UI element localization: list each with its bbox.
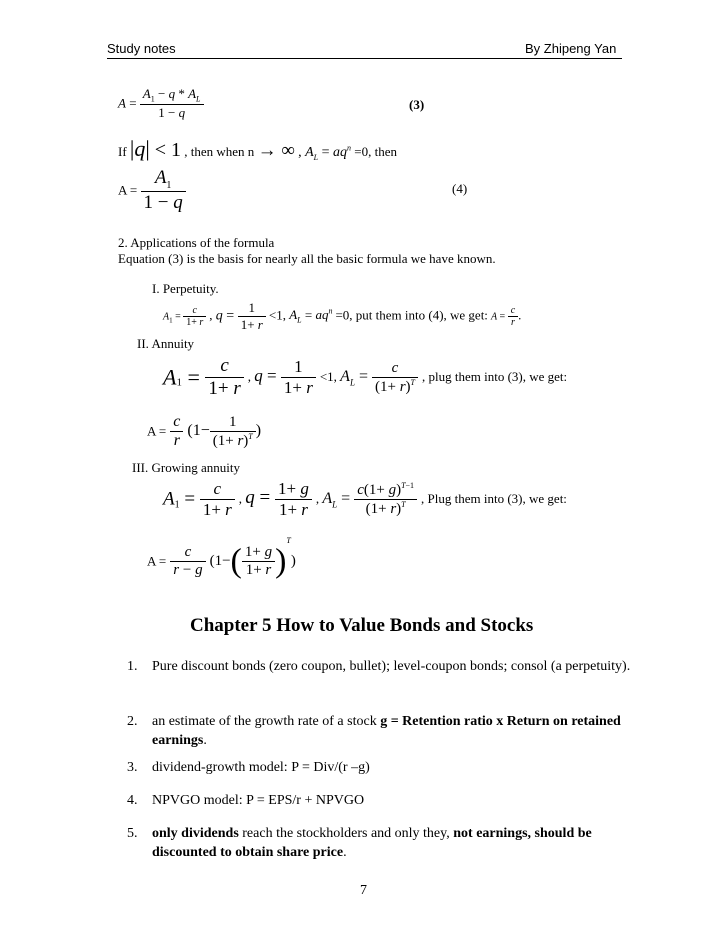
list-number: 2. — [127, 714, 138, 729]
then-when-text: , then when n — [184, 144, 255, 159]
list-text-bold: only dividends — [152, 826, 239, 841]
list-number: 4. — [127, 793, 138, 808]
list-text: NPVGO model: P = EPS/r + NPVGO — [152, 793, 365, 808]
section-2-title: 2. Applications of the formula — [118, 235, 275, 250]
item-annuity: II. Annuity — [137, 336, 195, 351]
list-text: . — [203, 733, 207, 748]
list-item-1 — [127, 657, 647, 697]
header-rule — [107, 58, 622, 59]
list-item-2 — [127, 712, 647, 752]
a-eq-label: A = — [118, 182, 138, 198]
list-number: 5. — [127, 826, 138, 841]
page-number: 7 — [360, 883, 367, 898]
convergence-condition: If |q| < 1 , then when n → ∞ , $A_L = aq^n =0$, then — [118, 136, 397, 162]
list-item-5 — [127, 824, 647, 864]
list-item-3 — [127, 758, 647, 778]
equation-3: A = $\frac{A_1 - q * A_L}{1 - q}$ — [118, 86, 204, 121]
list-text: an estimate of the growth rate of a stock — [152, 714, 381, 729]
chapter-title: Chapter 5 How to Value Bonds and Stocks — [190, 615, 534, 636]
list-number: 3. — [127, 760, 138, 775]
list-item-4 — [127, 791, 647, 811]
perpetuity-formula: $A_1$ = $\frac{c}{1+ r}$ , q = $\frac{1}{1+ r}$ <1, $A_L = aq^n =0$, put them into (4), we get: A = $\frac{c}{r}$ . — [163, 300, 522, 332]
list-text: Pure discount bonds (zero coupon, bullet); level-coupon bonds; consol (a perpetuity). — [152, 659, 631, 674]
equation-4-label: (4) — [452, 181, 468, 196]
annuity-result: A = $\frac{c}{r}$ (1− $\frac{1}{(1+ r)^T}$ ) — [147, 413, 262, 449]
annuity-formula: $A_1$ = $\frac{c}{1+ r}$ , q = $\frac{1}{1+ r}$ <1, $A_L$ = $\frac{c}{(1+ r)^T}$ , plug them into (3), we get: — [163, 355, 568, 399]
growing-a-eq: A = — [147, 553, 167, 569]
list-number: 1. — [127, 659, 138, 674]
section-2-intro: Equation (3) is the basis for nearly all the basic formula we have known. — [118, 251, 496, 266]
arrow-infinity: → ∞ — [257, 140, 295, 161]
list-text: . — [343, 845, 347, 860]
annuity-a-eq: A = — [147, 423, 167, 439]
list-text-bold: g = Retention ratio x Return on retained earnings — [152, 714, 621, 748]
growing-tail: , Plug them into (3), we get: — [421, 491, 567, 507]
perpetuity-tail: =0, put them into (4), we get: — [335, 307, 488, 323]
item-perpetuity: I. Perpetuity. — [152, 281, 219, 296]
list-text-bold: not earnings, should be discounted to obtain share price — [152, 826, 592, 860]
list-text: reach the stockholders and only they, — [238, 826, 454, 841]
equation-4: A = $\frac{A_1}{1 - q}$ — [118, 167, 186, 214]
item-growing-annuity: III. Growing annuity — [132, 460, 240, 475]
list-text: dividend-growth model: P = Div/(r –g) — [152, 760, 370, 775]
header-left: Study notes — [107, 41, 176, 56]
equation-3-label: (3) — [409, 97, 425, 112]
annuity-tail: , plug them into (3), we get: — [422, 369, 568, 385]
if-text: If — [118, 144, 127, 159]
eq-zero-then: =0, then — [354, 144, 397, 159]
growing-formula: $A_1$ = $\frac{c}{1+ r}$ , q = $\frac{1+ g}{1+ r}$ , $A_L$ = $\frac{c(1+ g)^{T-1}}{(1+ r)^T}$ , Plug them into (3), we get: — [163, 479, 567, 519]
growing-result: A = $\frac{c}{r - g}$ (1−( $\frac{1+ g}{1+ r}$ )$^T$) — [147, 536, 296, 580]
header-right: By Zhipeng Yan — [525, 41, 617, 56]
